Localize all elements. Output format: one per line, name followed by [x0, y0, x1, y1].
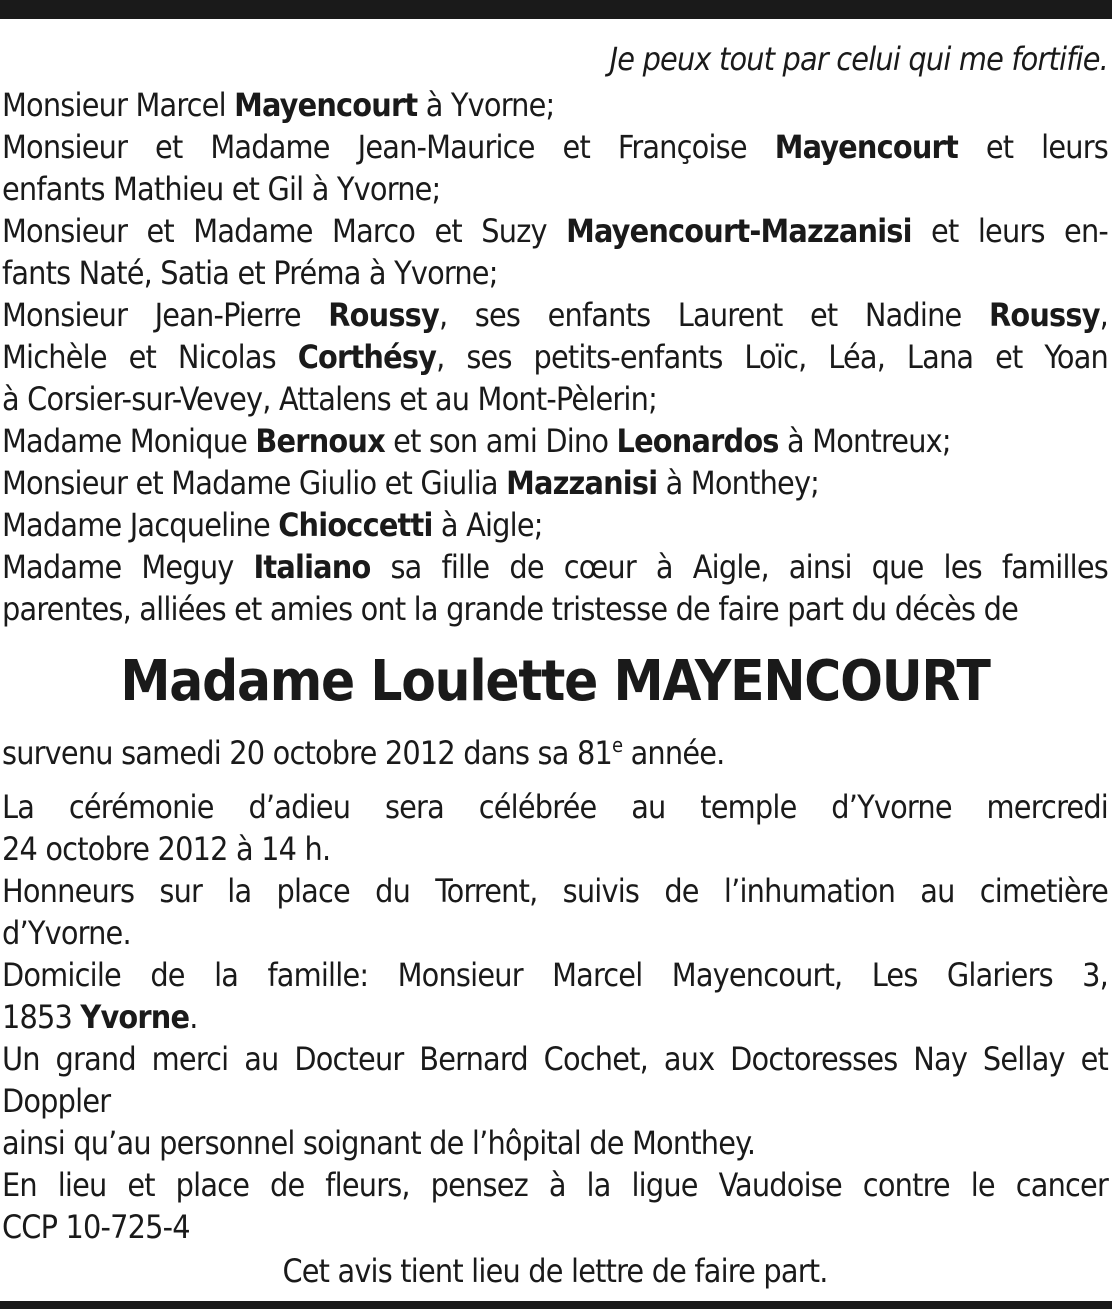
bold-surname: Mayencourt-Mazzanisi: [566, 212, 912, 250]
detail-line: Doppler: [2, 1082, 111, 1120]
family-line: Monsieur et Madame Marco et Suzy Mayencourt-Mazzanisi et leurs en-: [2, 212, 1108, 250]
detail-line: Un grand merci au Docteur Bernard Cochet, aux Doctoresses Nay Sellay et: [2, 1040, 1108, 1078]
bold-surname: Mayencourt: [774, 128, 958, 166]
detail-line: CCP 10-725-4: [2, 1208, 190, 1246]
family-line: Monsieur et Madame Jean-Maurice et Françoise Mayencourt et leurs: [2, 128, 1108, 166]
detail-line: Domicile de la famille: Monsieur Marcel Mayencourt, Les Glariers 3,: [2, 956, 1108, 994]
bold-surname: Leonardos: [616, 422, 779, 460]
deceased-name: Madame Loulette MAYENCOURT: [120, 649, 990, 714]
family-line: Madame Meguy Italiano sa fille de cœur à Aigle, ainsi que les familles: [2, 548, 1108, 586]
top-rule: [0, 0, 1112, 19]
ordinal-suffix: e: [611, 733, 623, 757]
bold-surname: Roussy: [328, 296, 439, 334]
bold-surname: Bernoux: [255, 422, 385, 460]
detail-line: ainsi qu’au personnel soignant de l’hôpital de Monthey.: [2, 1124, 756, 1162]
detail-line: 24 octobre 2012 à 14 h.: [2, 830, 331, 868]
family-line: Monsieur et Madame Giulio et Giulia Mazzanisi à Monthey;: [2, 464, 820, 502]
family-line: Monsieur Jean-Pierre Roussy, ses enfants Laurent et Nadine Roussy,: [2, 296, 1109, 334]
bold-surname: Roussy: [988, 296, 1100, 334]
family-line: parentes, alliées et amies ont la grande tristesse de faire part du décès de: [2, 590, 1018, 628]
detail-line: Honneurs sur la place du Torrent, suivis de l’inhumation au cimetière: [2, 872, 1108, 910]
family-list: [2, 84, 1108, 630]
closing-line: Cet avis tient lieu de lettre de faire part.: [282, 1252, 828, 1290]
obituary-notice: [2, 38, 1108, 1292]
detail-line: d’Yvorne.: [2, 914, 131, 952]
family-line: fants Naté, Satia et Préma à Yvorne;: [2, 254, 498, 292]
detail-line: 1853 Yvorne.: [2, 998, 198, 1036]
motto: Je peux tout par celui qui me fortifie.: [609, 40, 1108, 78]
detail-line: En lieu et place de fleurs, pensez à la ligue Vaudoise contre le cancer: [2, 1166, 1108, 1204]
family-line: à Corsier-sur-Vevey, Attalens et au Mont-Pèlerin;: [2, 380, 657, 418]
family-line: Madame Monique Bernoux et son ami Dino Leonardos à Montreux;: [2, 422, 951, 460]
bottom-rule: [0, 1301, 1112, 1309]
bold-surname: Corthésy: [297, 338, 437, 376]
family-line: enfants Mathieu et Gil à Yvorne;: [2, 170, 441, 208]
bold-surname: Mazzanisi: [506, 464, 658, 502]
family-line: Monsieur Marcel Mayencourt à Yvorne;: [2, 86, 555, 124]
detail-line: La cérémonie d’adieu sera célébrée au temple d’Yvorne mercredi: [2, 788, 1108, 826]
death-date-text: survenu samedi 20 octobre 2012 dans sa 81e année.: [2, 733, 725, 772]
family-line: Madame Jacqueline Chioccetti à Aigle;: [2, 506, 543, 544]
ceremony-details: [2, 786, 1108, 1248]
bold-surname: Yvorne: [80, 998, 190, 1036]
bold-surname: Chioccetti: [278, 506, 433, 544]
bold-surname: Mayencourt: [234, 86, 418, 124]
family-line: Michèle et Nicolas Corthésy, ses petits-enfants Loïc, Léa, Lana et Yoan: [2, 338, 1108, 376]
bold-surname: Italiano: [253, 548, 371, 586]
